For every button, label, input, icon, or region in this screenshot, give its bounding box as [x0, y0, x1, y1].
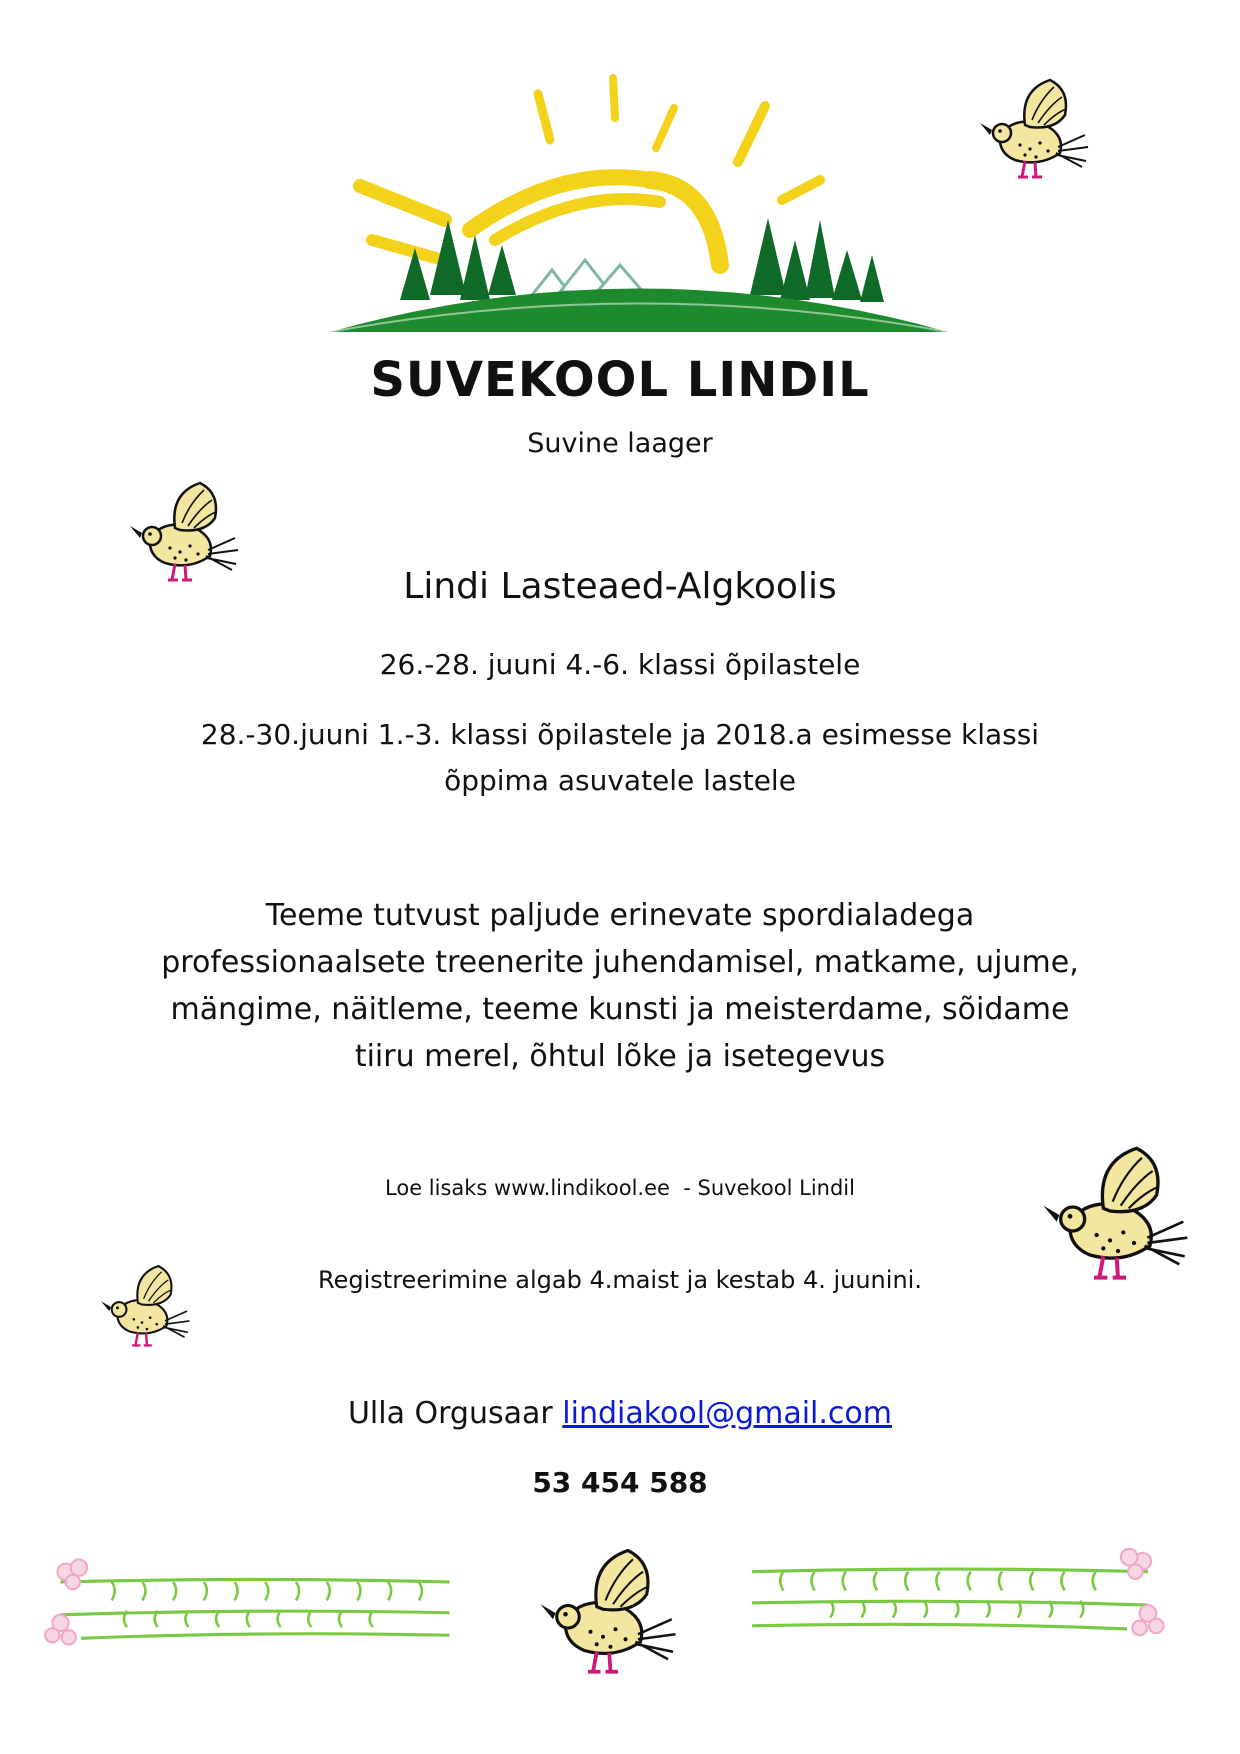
vine-decoration-icon	[730, 1530, 1170, 1655]
vine-decoration-icon	[40, 1540, 470, 1665]
page-title: SUVEKOOL LINDIL	[370, 352, 870, 408]
bird-icon	[528, 1538, 678, 1688]
bird-icon	[965, 75, 1095, 185]
description-line: tiiru merel, õhtul lõke ja isetegevus	[354, 1039, 886, 1074]
more-info-text: Loe lisaks www.lindikool.ee - Suvekool Lindil	[385, 1176, 855, 1200]
session-2-text	[0, 712, 1240, 804]
description-paragraph	[120, 892, 1120, 1080]
subtitle: Suvine laager	[527, 428, 713, 459]
description-line: professionaalsete treenerite juhendamisel, matkame, ujume,	[161, 945, 1079, 980]
registration-text: Registreerimine algab 4.maist ja kestab 4. juunini.	[318, 1266, 922, 1294]
session-1-text: 26.-28. juuni 4.-6. klassi õpilastele	[379, 648, 861, 681]
venue-heading: Lindi Lasteaed-Algkoolis	[403, 566, 837, 607]
description-line: Teeme tutvust paljude erinevate spordialadega	[265, 898, 975, 933]
email-link[interactable]: lindiakool@gmail.com	[562, 1396, 893, 1431]
sun-forest-camp-logo	[320, 70, 960, 340]
session-2-line-1: 28.-30.juuni 1.-3. klassi õpilastele ja 2018.a esimesse klassi	[200, 718, 1040, 751]
session-2-line-2: õppima asuvatele lastele	[444, 764, 796, 797]
contact-name: Ulla Orgusaar	[347, 1396, 553, 1431]
description-line: mängime, näitleme, teeme kunsti ja meisterdame, sõidame	[170, 992, 1070, 1027]
contact-line	[0, 1396, 1240, 1431]
phone-number: 53 454 588	[532, 1466, 708, 1499]
